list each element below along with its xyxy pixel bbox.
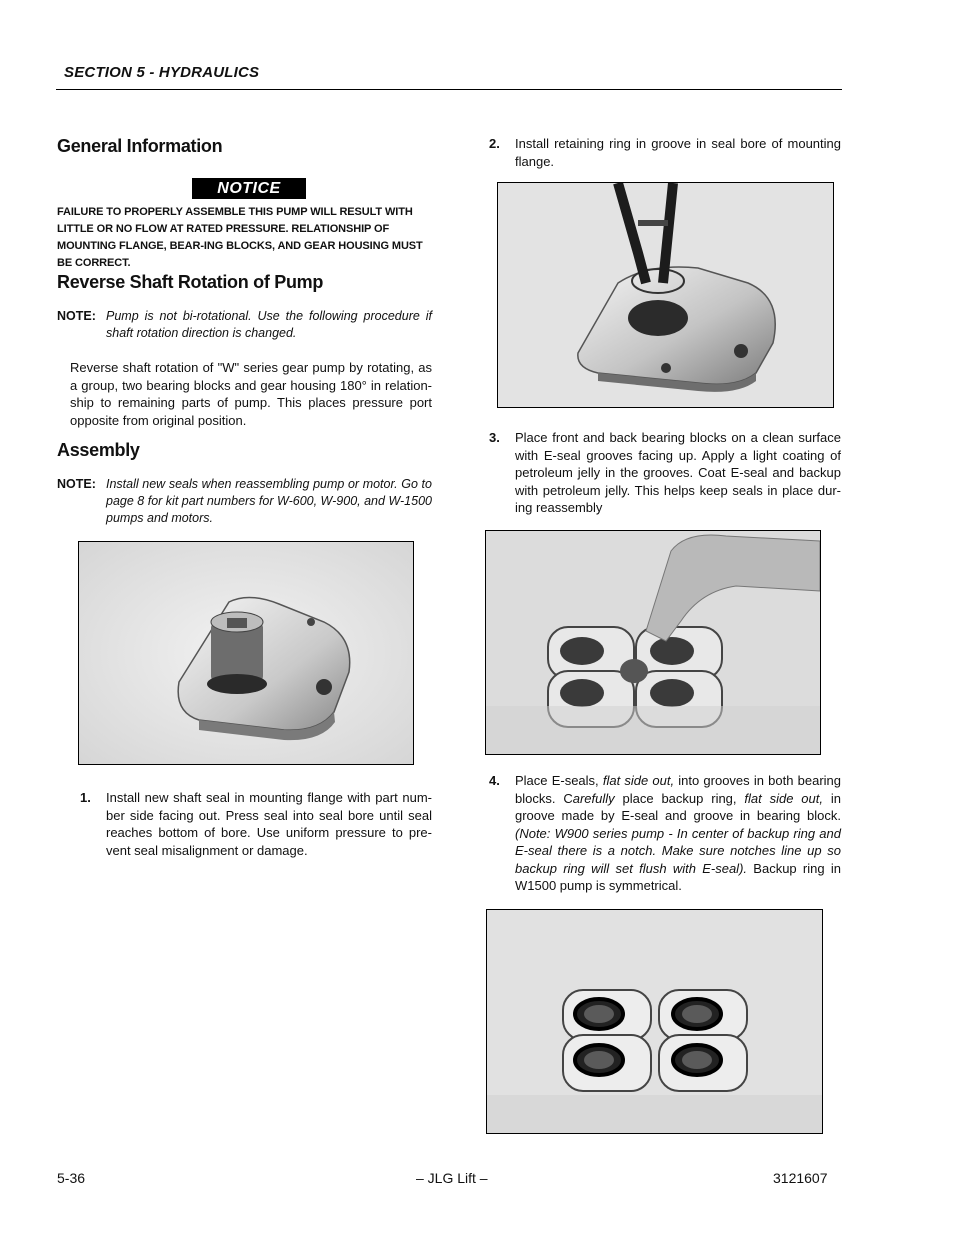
reverse-shaft-paragraph: Reverse shaft rotation of "W" series gear pump by rotating, as a group, two bearing blocks and gear housing 180° in relation-ship to remaining parts of pump. This places pressure port opposite from original position. bbox=[70, 360, 432, 428]
mounting-flange-photo bbox=[78, 541, 414, 765]
page-number: 5-36 bbox=[57, 1170, 86, 1186]
notice-badge: NOTICE bbox=[192, 178, 306, 199]
header-rule bbox=[56, 89, 842, 90]
step-2-text: Install retaining ring in groove in seal bore of mounting flange. bbox=[515, 136, 841, 169]
note-text: Pump is not bi-rotational. Use the following procedure if shaft rotation direction is changed. bbox=[106, 309, 432, 340]
step-number: 2. bbox=[489, 136, 500, 151]
e-seals-photo bbox=[486, 909, 823, 1134]
step-number: 3. bbox=[489, 430, 500, 445]
general-information-heading: General Information bbox=[57, 136, 223, 156]
document-number: 3121607 bbox=[773, 1170, 828, 1186]
bearing-blocks-photo bbox=[485, 530, 821, 755]
note-label: NOTE: bbox=[57, 309, 96, 323]
section-title: SECTION 5 - HYDRAULICS bbox=[64, 64, 260, 81]
note-text: Install new seals when reassembling pump or motor. Go to page 8 for kit part numbers for W-600, W-900, and W-1500 pumps and motors. bbox=[106, 477, 432, 525]
footer-center: – JLG Lift – bbox=[416, 1170, 488, 1186]
step-4-text: Place E-seals, flat side out, into grooves in both bearing blocks. Carefully place backup ring, flat side out, in groove made by E-seal and groove in bearing block. (Note: W900 series pump - In center of backup ring and E-seal there is a notch. Make sure notches line up so backup ring will set flush with E-seal). Backup ring in W1500 pump is symmetrical. bbox=[515, 773, 841, 893]
retaining-ring-photo bbox=[497, 182, 834, 408]
step-number: 4. bbox=[489, 773, 500, 788]
notice-text: FAILURE TO PROPERLY ASSEMBLE THIS PUMP WILL RESULT WITH LITTLE OR NO FLOW AT RATED PRESSURE. RELATIONSHIP OF MOUNTING FLANGE, BEAR-ING BLOCKS, AND GEAR HOUSING MUST BE CORRECT. bbox=[57, 206, 423, 269]
step-1-text: Install new shaft seal in mounting flange with part num-ber side facing out. Press seal into seal bore until seal reaches bottom of bore. Use uniform pressure to pre-vent seal misalignment or damage. bbox=[106, 790, 432, 858]
assembly-heading: Assembly bbox=[57, 440, 140, 460]
reverse-shaft-heading: Reverse Shaft Rotation of Pump bbox=[57, 272, 324, 292]
note-label: NOTE: bbox=[57, 477, 96, 491]
step-3-text: Place front and back bearing blocks on a clean surface with E-seal grooves facing up. Apply a light coating of petroleum jelly in the grooves. Coat E-seal and backup with petroleum jelly. This helps keep seals in place dur-ing reassembly bbox=[515, 430, 841, 515]
step-number: 1. bbox=[80, 790, 91, 805]
